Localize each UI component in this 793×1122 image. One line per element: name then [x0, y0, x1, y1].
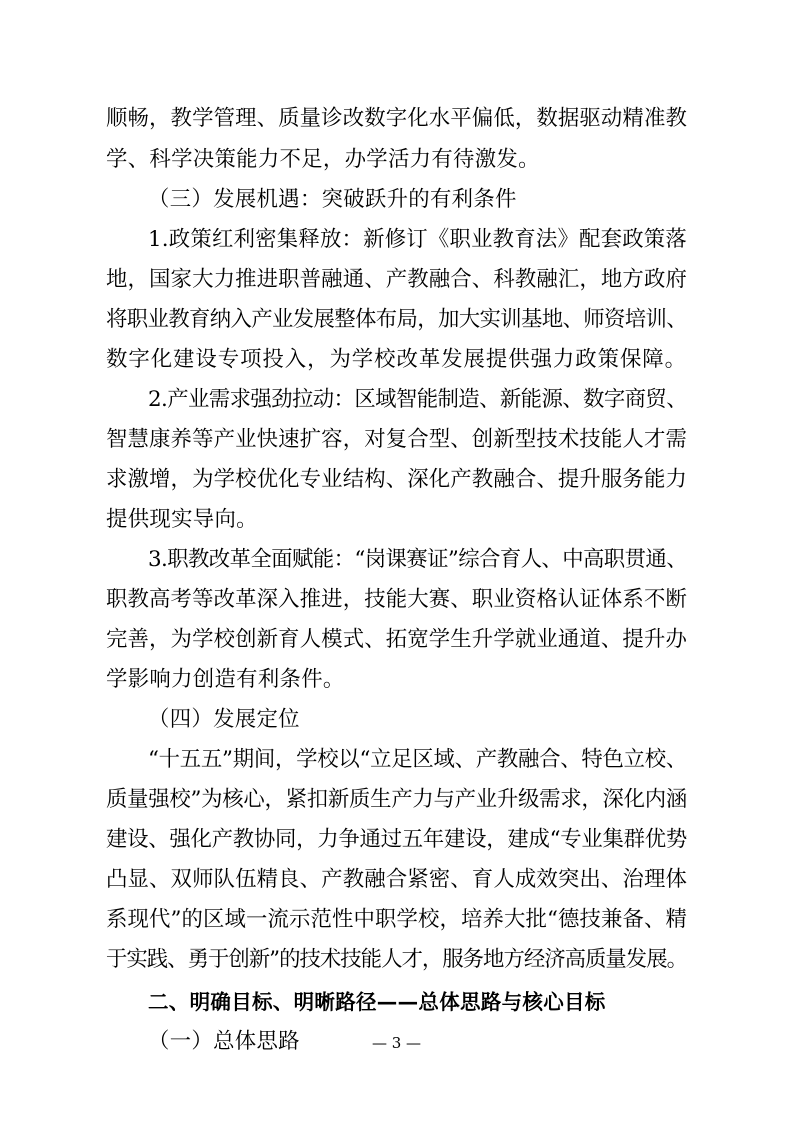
paragraph-line: 顺畅，教学管理、质量诊改数字化水平偏低，数据驱动精准教 — [106, 106, 687, 131]
subsection-heading: （四）发展定位 — [148, 707, 300, 732]
page-number: — 3 — — [371, 1034, 422, 1052]
paragraph-line: 地，国家大力推进职普融通、产教融合、科教融汇，地方政府 — [106, 267, 687, 292]
paragraph-first-line: 2.产业需求强劲拉动：区域智能制造、新能源、数字商贸、 — [148, 387, 687, 412]
paragraph-line: 学、科学决策能力不足，办学活力有待激发。 — [106, 147, 540, 172]
paragraph-line: 智慧康养等产业快速扩容，对复合型、创新型技术技能人才需 — [106, 427, 687, 452]
paragraph-line: 学影响力创造有利条件。 — [106, 667, 345, 692]
paragraph-line: 将职业教育纳入产业发展整体布局，加大实训基地、师资培训、 — [106, 307, 687, 332]
paragraph-line: 质量强校”为核心，紧扣新质生产力与产业升级需求，深化内涵 — [106, 787, 687, 812]
paragraph-line: 凸显、双师队伍精良、产教融合紧密、育人成效突出、治理体 — [106, 867, 687, 892]
paragraph-line: 数字化建设专项投入，为学校改革发展提供强力政策保障。 — [106, 347, 687, 372]
paragraph-line: 求激增，为学校优化专业结构、深化产教融合、提升服务能力 — [106, 467, 687, 492]
paragraph-line: 系现代”的区域一流示范性中职学校，培养大批“德技兼备、精 — [106, 907, 687, 932]
subsection-heading: （三）发展机遇：突破跃升的有利条件 — [148, 187, 517, 212]
paragraph-line: 于实践、勇于创新”的技术技能人才，服务地方经济高质量发展。 — [106, 947, 687, 972]
paragraph-first-line: 3.职教改革全面赋能：“岗课赛证”综合育人、中高职贯通、 — [148, 547, 687, 572]
paragraph-line: 完善，为学校创新育人模式、拓宽学生升学就业通道、提升办 — [106, 627, 687, 652]
paragraph-line: 职教高考等改革深入推进，技能大赛、职业资格认证体系不断 — [106, 587, 687, 612]
paragraph-first-line: 1.政策红利密集释放：新修订《职业教育法》配套政策落 — [148, 227, 687, 252]
paragraph-line: 提供现实导向。 — [106, 507, 258, 532]
section-heading: 二、明确目标、明晰路径——总体思路与核心目标 — [148, 990, 606, 1014]
paragraph-first-line: “十五五”期间，学校以“立足区域、产教融合、特色立校、 — [148, 747, 687, 772]
paragraph-line: 建设、强化产教协同，力争通过五年建设，建成“专业集群优势 — [106, 827, 687, 852]
subsection-heading: （一）总体思路 — [148, 1029, 300, 1054]
